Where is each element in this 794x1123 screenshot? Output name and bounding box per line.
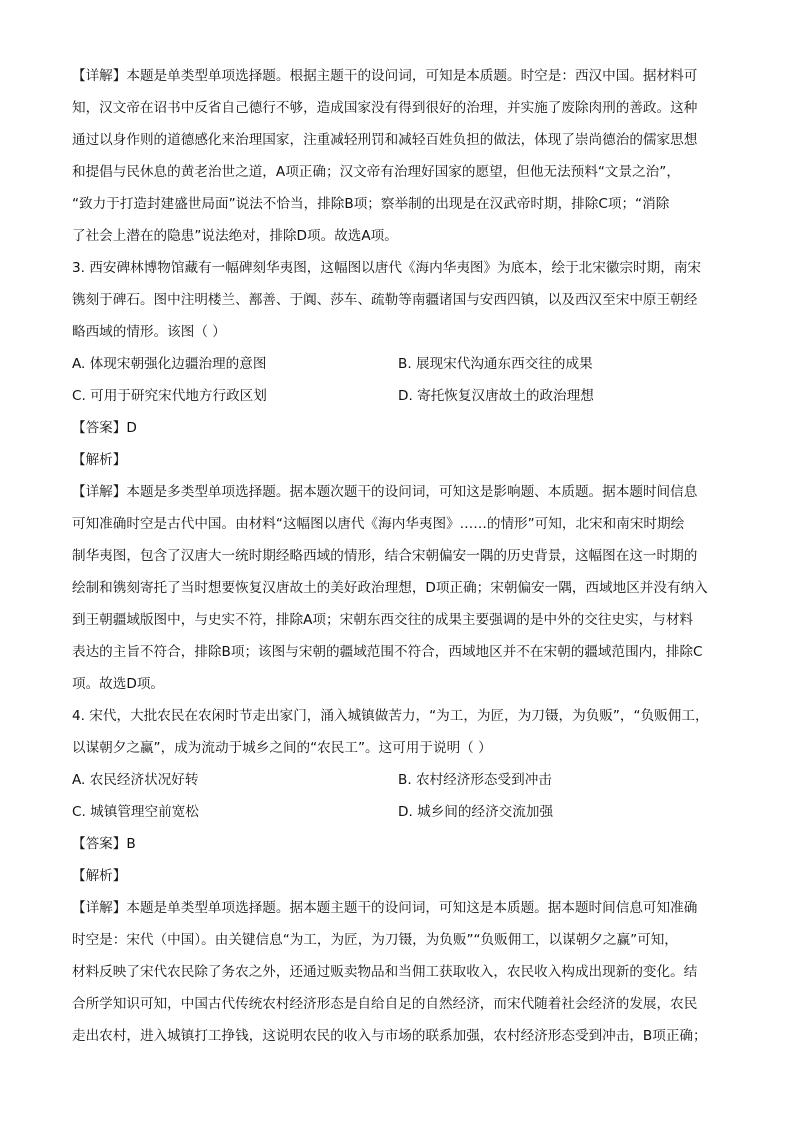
option-b: B. 农村经济形态受到冲击: [398, 772, 552, 788]
text-line: 到王朝疆域版图中，与史实不符，排除A项；宋朝东西交往的成果主要强调的是中外的交往史实，与材料: [72, 612, 694, 628]
question-3-stem: 镌刻于碑石。图中注明楼兰、鄯善、于阗、莎车、疏勒等南疆诸国与安西四镇，以及西汉至宋中原王朝经: [72, 292, 698, 308]
option-a: A. 农民经济状况好转: [72, 772, 199, 788]
question-3-stem: 略西域的情形。该图（ ）: [72, 324, 226, 340]
question-4-stem: 以谋朝夕之赢”，成为流动于城乡之间的“农民工”。这可用于说明（ ）: [72, 740, 492, 756]
answer-label: 【答案】D: [72, 420, 137, 436]
text-line: 材料反映了宋代农民除了务农之外，还通过贩卖物品和当佣工获取收入，农民收入构成出现新的变化。结: [72, 964, 698, 980]
question-4-options-row: [72, 802, 722, 822]
option-d: D. 城乡间的经济交流加强: [398, 804, 554, 820]
text-line: 绘制和镌刻寄托了当时想要恢复汉唐故土的美好政治理想，D项正确；宋朝偏安一隅，西域地区并没有纳入: [72, 580, 708, 596]
text-line: 时空是：宋代（中国）。由关键信息“为工，为匠，为刀镊，为负贩”“负贩佣工，以谋朝夕之赢”可知，: [72, 932, 678, 948]
text-line: 合所学知识可知，中国古代传统农村经济形态是自给自足的自然经济，而宋代随着社会经济的发展，农民: [72, 996, 698, 1012]
question-4-options-row: [72, 770, 722, 790]
question-4-stem: 4. 宋代，大批农民在农闲时节走出家门，涌入城镇做苦力，“为工，为匠，为刀镊，为负贩”，“负贩佣工，: [72, 708, 709, 724]
text-line: “致力于打造封建盛世局面”说法不恰当，排除B项；察举制的出现是在汉武帝时期，排除C项；“消除: [72, 196, 670, 212]
answer-label: 【答案】B: [72, 836, 136, 852]
text-line: 【详解】本题是多类型单项选择题。据本题次题干的设问词，可知这是影响题、本质题。据本题时间信息: [72, 484, 698, 500]
text-line: 表达的主旨不符合，排除B项；该图与宋朝的疆域范围不符合，西域地区并不在宋朝的疆域范围内，排除C: [72, 644, 703, 660]
text-line: 走出农村，进入城镇打工挣钱，这说明农民的收入与市场的联系加强，农村经济形态受到冲击，B项正确；: [72, 1028, 707, 1044]
option-c: C. 城镇管理空前宽松: [72, 804, 199, 820]
text-line: 知，汉文帝在诏书中反省自己德行不够，造成国家没有得到很好的治理，并实施了废除肉刑的善政。这种: [72, 100, 698, 116]
analysis-label: 【解析】: [72, 868, 127, 884]
text-line: 可知准确时空是古代中国。由材料“这幅图以唐代《海内华夷图》……的情形”可知，北宋和南宋时期绘: [72, 516, 685, 532]
option-a: A. 体现宋朝强化边疆治理的意图: [72, 356, 267, 372]
option-d: D. 寄托恢复汉唐故土的政治理想: [398, 388, 594, 404]
question-3-stem: 3. 西安碑林博物馆藏有一幅碑刻华夷图，这幅图以唐代《海内华夷图》为底本，绘于北宋徽宗时期，南宋: [72, 260, 702, 276]
text-line: 项。故选D项。: [72, 676, 165, 692]
text-line: 【详解】本题是单类型单项选择题。根据主题干的设问词，可知是本质题。时空是：西汉中国。据材料可: [72, 68, 698, 84]
text-line: 了社会上潜在的隐患”说法绝对，排除D项。故选A项。: [72, 228, 398, 244]
question-3-options-row: [72, 354, 722, 374]
option-c: C. 可用于研究宋代地方行政区划: [72, 388, 267, 404]
question-3-options-row: [72, 386, 722, 406]
text-line: 和提倡与民休息的黄老治世之道，A项正确；汉文帝有治理好国家的愿望，但他无法预料“文景之治”，: [72, 164, 680, 180]
text-line: 制华夷图，包含了汉唐大一统时期经略西域的情形，结合宋朝偏安一隅的历史背景，这幅图在这一时期的: [72, 548, 698, 564]
option-b: B. 展现宋代沟通东西交往的成果: [398, 356, 593, 372]
text-line: 【详解】本题是单类型单项选择题。据本题主题干的设问词，可知这是本质题。据本题时间信息可知准确: [72, 900, 698, 916]
analysis-label: 【解析】: [72, 452, 127, 468]
text-line: 通过以身作则的道德感化来治理国家，注重减轻刑罚和减轻百姓负担的做法，体现了崇尚德治的儒家思想: [72, 132, 698, 148]
